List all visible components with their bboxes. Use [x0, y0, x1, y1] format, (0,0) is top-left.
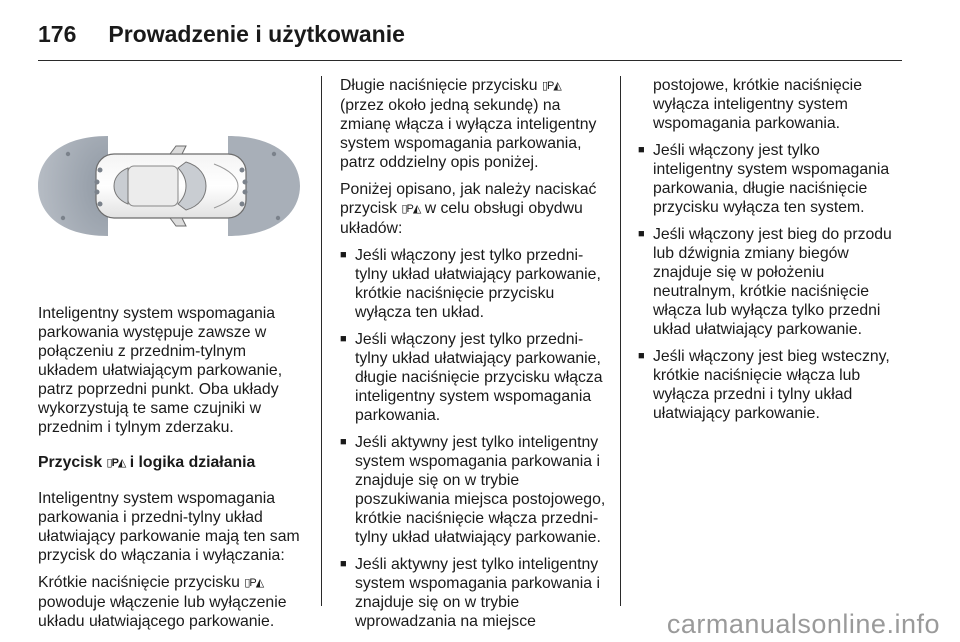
long-press-paragraph: Długie naciśnięcie przycisku ▯P◭ (przez około jedną sekundę) na zmianę włącza i wyłącza inteligentny system wspomagania parkowania, patrz oddzielny opis poniżej. — [340, 77, 597, 171]
usage-list — [340, 246, 608, 631]
page-number: 176 — [38, 20, 77, 47]
column-divider-2 — [620, 76, 621, 606]
usage-list-continued — [638, 141, 900, 423]
page-title: Prowadzenie i użytkowanie — [108, 20, 405, 47]
park-assist-icon: ▯P◭ — [401, 203, 421, 215]
park-assist-icon: ▯P◭ — [244, 577, 264, 589]
list-item: ■ Jeśli aktywny jest tylko inteligentny system wspomagania parkowania i znajduje się on w trybie poszukiwania miejsca postojowego, krótkie naciśnięcie włącza przedni-tylny układ ułatwiający parkowanie. — [340, 433, 608, 547]
button-logic-paragraph: Inteligentny system wspomagania parkowania i przedni-tylny układ ułatwiający parkowanie mają ten sam przycisk do włączania i wyłączania: — [38, 490, 300, 564]
column-1 — [38, 76, 310, 639]
park-assist-icon: ▯P◭ — [106, 457, 126, 469]
short-press-paragraph: Krótkie naciśnięcie przycisku ▯P◭ powoduje włączenie lub wyłączenie układu ułatwiającego parkowanie. — [38, 574, 287, 630]
column-3 — [638, 76, 900, 431]
park-assist-icon: ▯P◭ — [541, 80, 561, 92]
usage-intro-paragraph: Poniżej opisano, jak należy naciskać przycisk ▯P◭ w celu obsługi obydwu układów: — [340, 181, 597, 237]
list-item: ■ Jeśli aktywny jest tylko inteligentny system wspomagania parkowania i znajduje się on w trybie wprowadzania na miejsce — [340, 555, 608, 631]
watermark: carmanualsonline.info — [666, 609, 940, 639]
list-item: ■ Jeśli włączony jest bieg wsteczny, krótkie naciśnięcie włącza lub wyłącza przedni i tylny układ ułatwiający parkowanie. — [638, 347, 900, 423]
list-item: ■ Jeśli włączony jest bieg do przodu lub dźwignia zmiany biegów znajduje się w położeniu neutralnym, krótkie naciśnięcie włącza lub wyłącza tylko przedni układ ułatwiający parkowanie. — [638, 225, 900, 339]
section-heading: Przycisk ▯P◭ i logika działania — [38, 454, 256, 471]
column-2 — [340, 76, 608, 639]
car-sensor-illustration — [38, 76, 302, 288]
list-item: ■ Jeśli włączony jest tylko przedni-tylny układ ułatwiający parkowanie, krótkie naciśnięcie przycisku wyłącza ten układ. — [340, 246, 608, 322]
column-divider-1 — [321, 76, 322, 606]
list-item: ■ Jeśli włączony jest tylko inteligentny system wspomagania parkowania, długie naciśnięcie przycisku wyłącza ten system. — [638, 141, 900, 217]
page-header — [38, 14, 405, 54]
list-continuation: postojowe, krótkie naciśnięcie wyłącza inteligentny system wspomagania parkowania. — [653, 77, 862, 132]
list-item: ■ Jeśli włączony jest tylko przedni-tylny układ ułatwiający parkowanie, długie naciśnięcie przycisku włącza inteligentny system wspomagania parkowania. — [340, 330, 608, 425]
intro-paragraph: Inteligentny system wspomagania parkowania występuje zawsze w połączeniu z przednim-tylnym układem ułatwiającym parkowanie, patrz poprzedni punkt. Oba układy wykorzystują te same czujniki w przednim i tylnym zderzaku. — [38, 305, 283, 436]
header-rule — [38, 60, 902, 61]
parking-sensors-figure — [38, 76, 302, 288]
